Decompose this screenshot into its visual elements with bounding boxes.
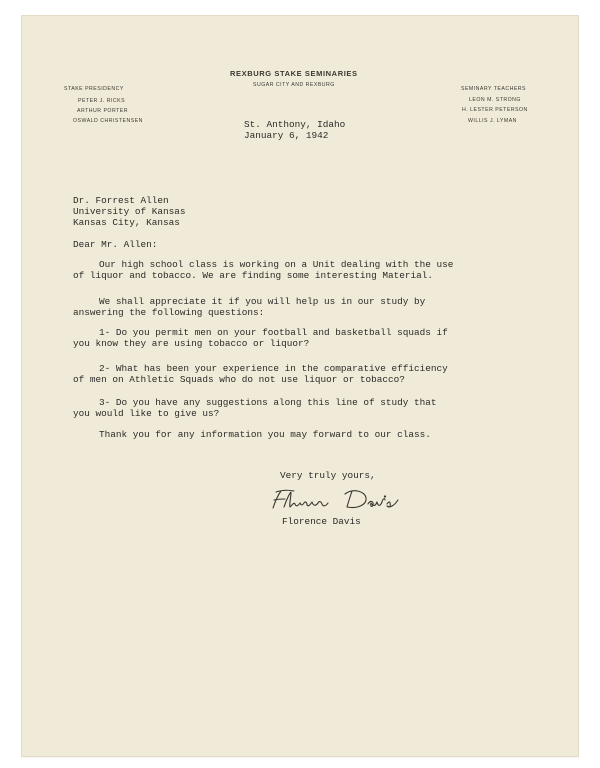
letter-date: January 6, 1942	[244, 130, 329, 141]
question-2: of men on Athletic Squads who do not use liquor or tobacco?	[73, 374, 405, 385]
stake-presidency-heading: STAKE PRESIDENCY	[64, 86, 124, 92]
signature-image	[267, 486, 417, 516]
recipient-line: Kansas City, Kansas	[73, 217, 180, 228]
org-subtitle: SUGAR CITY AND REXBURG	[253, 82, 335, 88]
recipient-line: University of Kansas	[73, 206, 186, 217]
body-line: answering the following questions:	[73, 307, 265, 318]
salutation: Dear Mr. Allen:	[73, 239, 158, 250]
question-3: 3- Do you have any suggestions along this line of study that	[99, 397, 437, 408]
letter-place: St. Anthony, Idaho	[244, 119, 346, 130]
seminary-teachers-heading: SEMINARY TEACHERS	[461, 86, 527, 92]
org-title: REXBURG STAKE SEMINARIES	[230, 69, 358, 78]
body-line: of liquor and tobacco. We are finding some interesting Material.	[73, 270, 434, 281]
question-3: you would like to give us?	[73, 408, 220, 419]
question-2: 2- What has been your experience in the comparative efficiency	[99, 363, 448, 374]
body-line: We shall appreciate it if you will help us in our study by	[99, 296, 426, 307]
question-1: you know they are using tobacco or liquor?	[73, 338, 310, 349]
signer-name: Florence Davis	[282, 516, 361, 527]
body-line: Our high school class is working on a Unit dealing with the use	[99, 259, 454, 270]
presidency-name: PETER J. RICKS	[78, 98, 126, 104]
teacher-name: H. LESTER PETERSON	[462, 107, 528, 113]
closing: Very truly yours,	[280, 470, 376, 481]
teacher-name: LEON M. STRONG	[469, 97, 521, 103]
question-1: 1- Do you permit men on your football and basketball squads if	[99, 327, 448, 338]
thank-you-line: Thank you for any information you may forward to our class.	[99, 429, 431, 440]
presidency-name: ARTHUR PORTER	[77, 108, 128, 114]
teacher-name: WILLIS J. LYMAN	[468, 118, 517, 124]
recipient-line: Dr. Forrest Allen	[73, 195, 169, 206]
presidency-name: OSWALD CHRISTENSEN	[73, 118, 143, 124]
